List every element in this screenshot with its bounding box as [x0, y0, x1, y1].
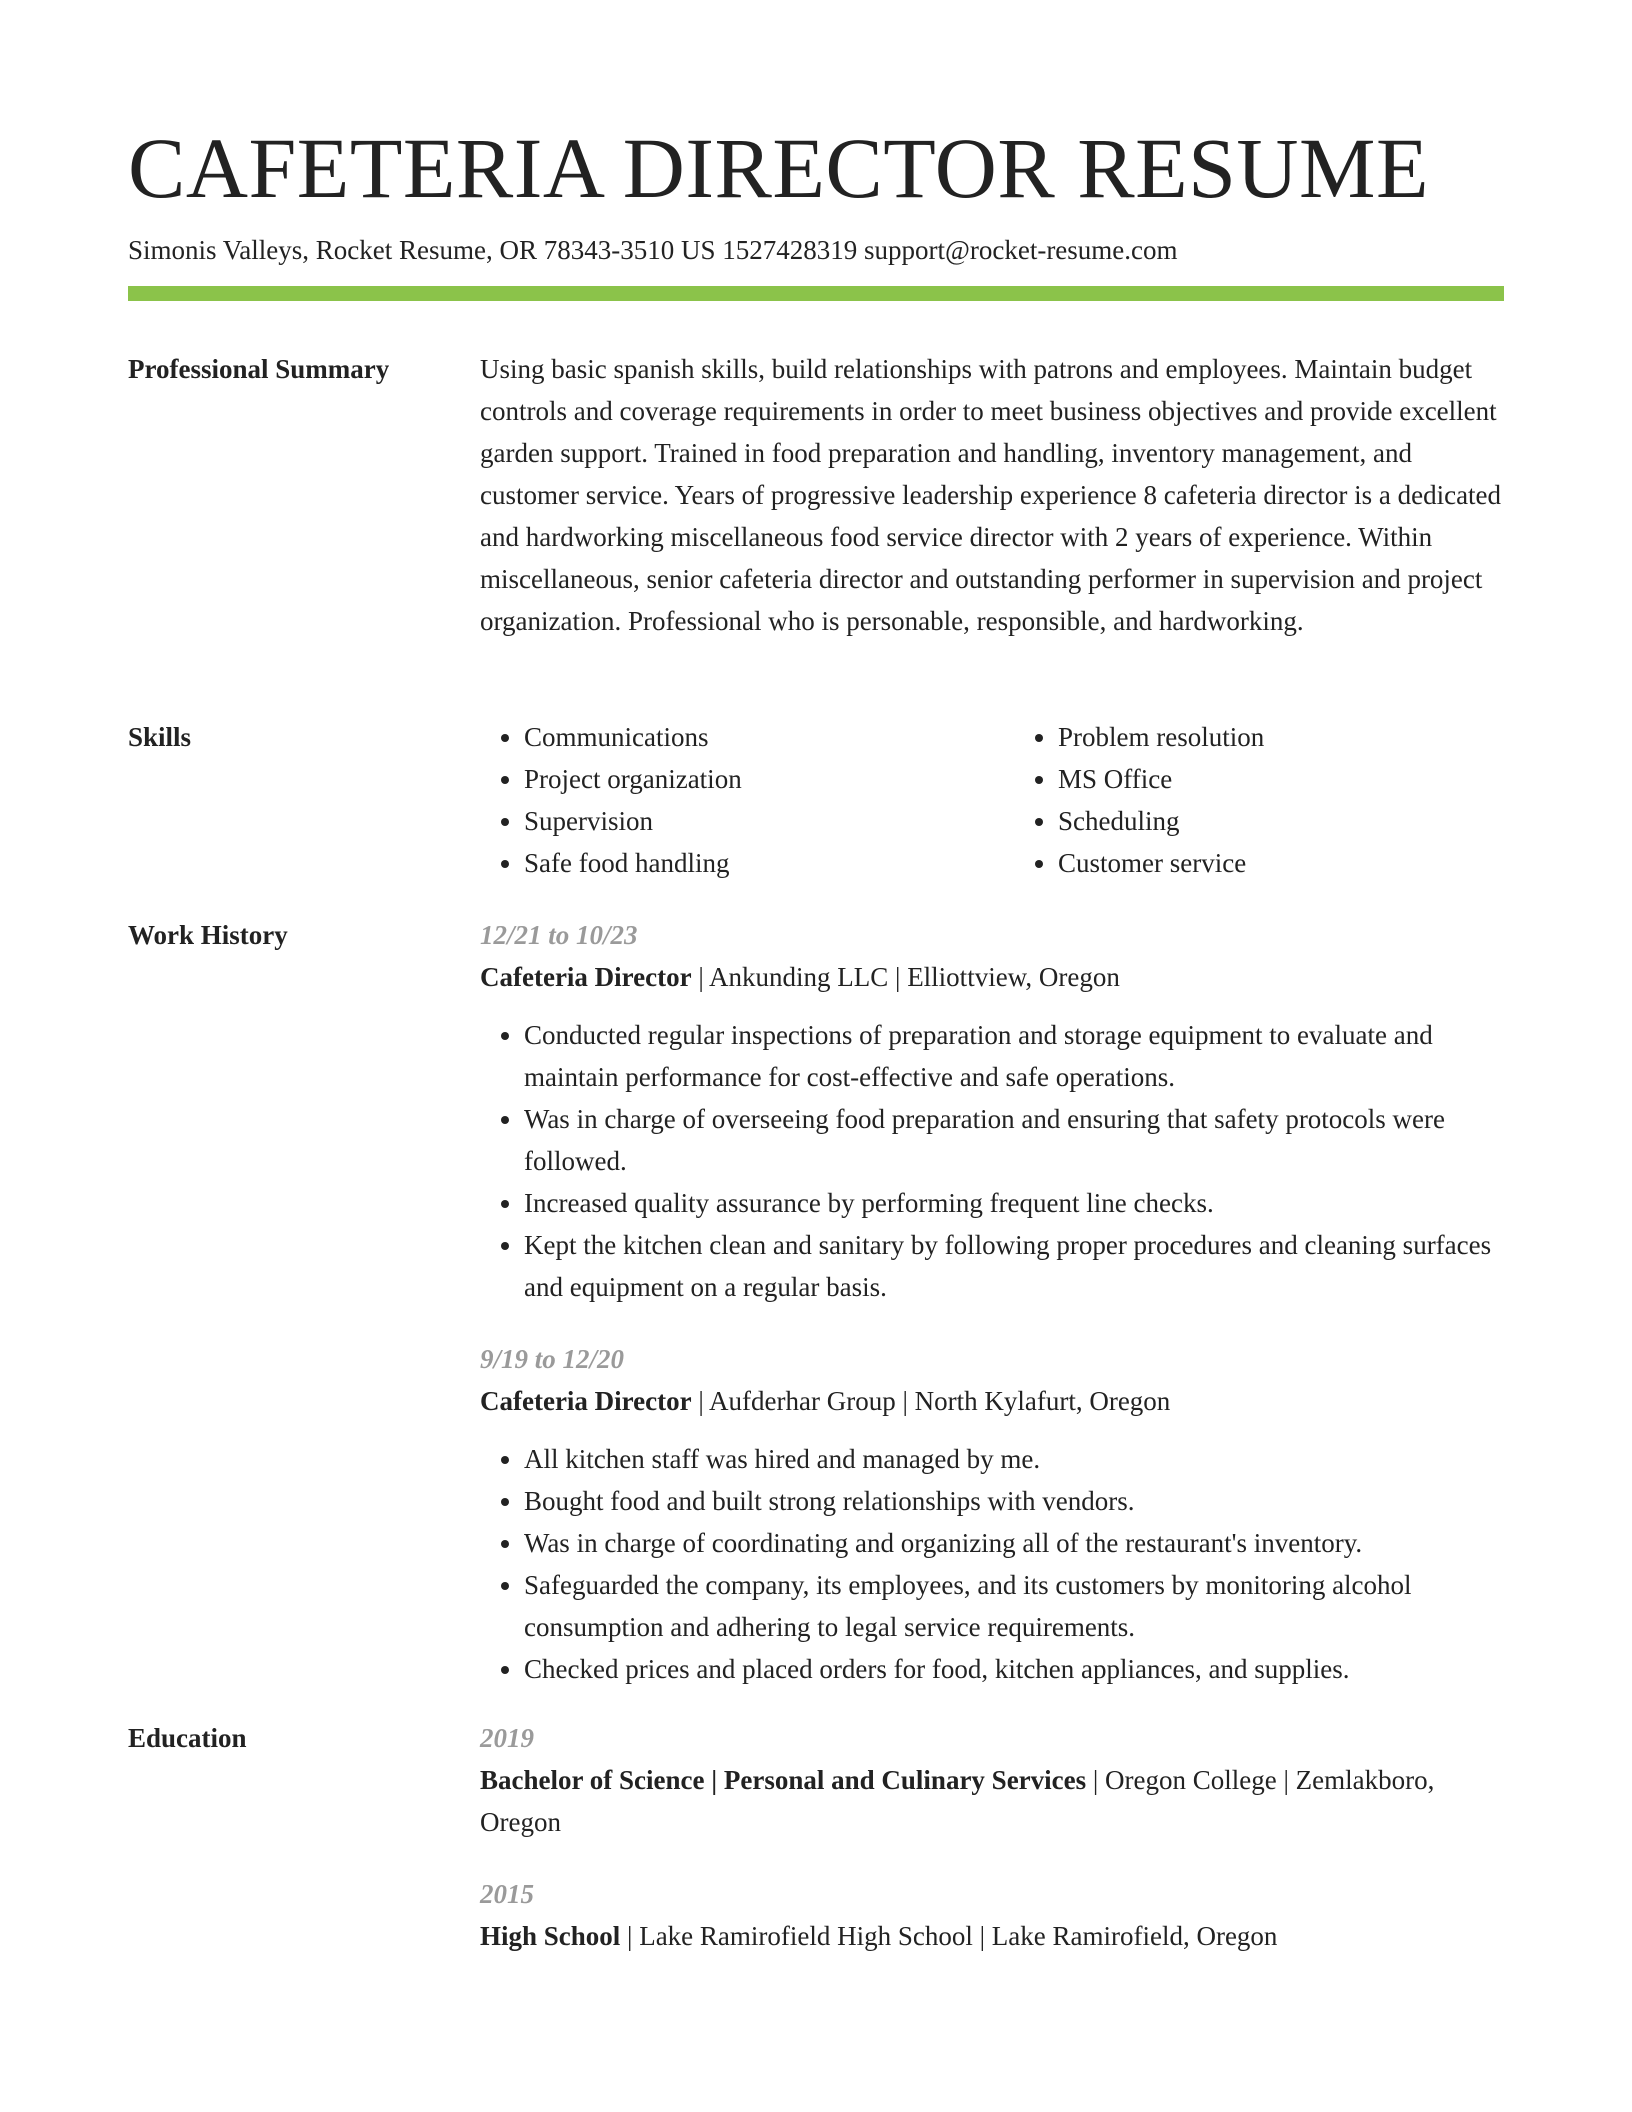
- skill-item: • Project organization: [524, 758, 970, 800]
- job-bullets: [480, 1014, 1504, 1308]
- education-entry: [480, 1717, 1504, 1843]
- job-title: Cafeteria Director: [480, 962, 692, 992]
- job-bullets: [480, 1438, 1504, 1690]
- contact-line: Simonis Valleys, Rocket Resume, OR 78343-3510 US 1527428319 support@rocket-resume.com: [128, 235, 1178, 265]
- job-entry: [480, 914, 1504, 1308]
- job-details: | Ankunding LLC | Elliottview, Oregon: [691, 962, 1120, 992]
- accent-divider: [128, 286, 1504, 301]
- education-entry: [480, 1873, 1504, 1957]
- job-bullet: • Conducted regular inspections of preparation and storage equipment to evaluate and maintain performance for cost-effective and safe operations.: [524, 1014, 1504, 1098]
- job-bullet: • Bought food and built strong relationships with vendors.: [524, 1480, 1504, 1522]
- summary-text: Using basic spanish skills, build relationships with patrons and employees. Maintain budget controls and coverage requirements in order to meet business objectives and provide excellent garden support. Trained in food preparation and handling, inventory management, and customer service. Years of progressive leadership experience 8 cafeteria director is a dedicated and hardworking miscellaneous food service director with 2 years of experience. Within miscellaneous, senior cafeteria director and outstanding performer in supervision and project organization. Professional who is personable, responsible, and hardworking.: [480, 354, 1502, 636]
- job-bullet: • All kitchen staff was hired and managed by me.: [524, 1438, 1504, 1480]
- skill-item: • Communications: [524, 716, 970, 758]
- summary-label: Professional Summary: [128, 354, 390, 384]
- work-history-label: Work History: [128, 920, 288, 950]
- education-details: | Lake Ramirofield High School | Lake Ramirofield, Oregon: [620, 1921, 1278, 1951]
- education-body: [480, 1717, 1504, 1957]
- job-bullet: • Increased quality assurance by performing frequent line checks.: [524, 1182, 1504, 1224]
- skill-item: • Safe food handling: [524, 842, 970, 884]
- skill-item: • Scheduling: [1058, 800, 1504, 842]
- skills-columns: [480, 716, 1504, 884]
- job-title: Cafeteria Director: [480, 1386, 692, 1416]
- education-degree: High School: [480, 1921, 621, 1951]
- skill-item: • Supervision: [524, 800, 970, 842]
- job-details: | Aufderhar Group | North Kylafurt, Oregon: [691, 1386, 1171, 1416]
- education-heading: [480, 1915, 1504, 1957]
- job-bullet: • Was in charge of overseeing food preparation and ensuring that safety protocols were followed.: [524, 1098, 1504, 1182]
- education-year: 2015: [480, 1879, 534, 1909]
- job-dates: 12/21 to 10/23: [480, 920, 638, 950]
- job-heading: [480, 956, 1504, 998]
- job-bullet: • Checked prices and placed orders for food, kitchen appliances, and supplies.: [524, 1648, 1504, 1690]
- skill-item: • Problem resolution: [1058, 716, 1504, 758]
- skill-item: • Customer service: [1058, 842, 1504, 884]
- resume-title: CAFETERIA DIRECTOR RESUME: [128, 120, 1430, 216]
- summary-body: [480, 348, 1504, 642]
- skills-list-right: [1014, 716, 1504, 884]
- job-entry: [480, 1338, 1504, 1690]
- job-heading: [480, 1380, 1504, 1422]
- job-bullet: • Was in charge of coordinating and organizing all of the restaurant's inventory.: [524, 1522, 1504, 1564]
- skills-list-left: [480, 716, 970, 884]
- education-details: | Oregon College | Zemlakboro, Oregon: [480, 1765, 1435, 1837]
- job-dates: 9/19 to 12/20: [480, 1344, 625, 1374]
- education-heading: [480, 1759, 1504, 1843]
- skills-body: [480, 716, 1504, 884]
- skills-label: Skills: [128, 722, 192, 752]
- job-bullet: • Kept the kitchen clean and sanitary by following proper procedures and cleaning surfaces and equipment on a regular basis.: [524, 1224, 1504, 1308]
- education-degree: Bachelor of Science | Personal and Culinary Services: [480, 1765, 1087, 1795]
- education-label: Education: [128, 1723, 247, 1753]
- job-bullet: • Safeguarded the company, its employees, and its customers by monitoring alcohol consumption and adhering to legal service requirements.: [524, 1564, 1504, 1648]
- education-year: 2019: [480, 1723, 534, 1753]
- skill-item: • MS Office: [1058, 758, 1504, 800]
- work-history-body: [480, 914, 1504, 1690]
